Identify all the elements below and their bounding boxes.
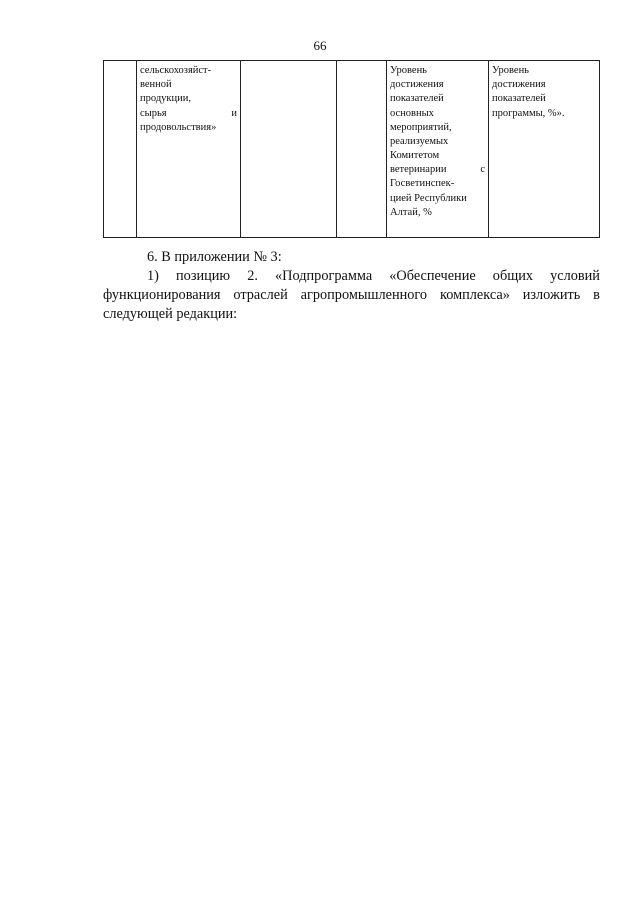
- cell-line: показателей: [390, 93, 444, 105]
- table-row: [104, 61, 600, 238]
- paragraph-line: [103, 267, 600, 286]
- paragraph-line: следующей редакции:: [103, 306, 238, 322]
- continuation-table: [103, 60, 600, 238]
- cell-line: продукции,: [140, 93, 191, 105]
- cell-line: основных: [390, 107, 434, 119]
- table-cell-empty: [337, 61, 387, 238]
- word: комплекса»: [439, 287, 510, 303]
- paragraph-line: [103, 286, 600, 305]
- word: 1): [147, 268, 159, 284]
- cell-line-justified: [390, 163, 485, 177]
- table-cell-indicator-description: [387, 61, 489, 238]
- word: «Подпрограмма: [275, 268, 373, 284]
- table-cell-empty: [241, 61, 337, 238]
- cell-line: венной: [140, 79, 172, 91]
- cell-line: Госветинспек-: [390, 178, 455, 190]
- page-number: 66: [313, 38, 327, 53]
- cell-line: Уровень: [390, 65, 427, 76]
- cell-line: программы, %».: [492, 107, 565, 119]
- word: отраслей: [233, 287, 288, 303]
- word: агропромышленного: [300, 287, 428, 303]
- cell-line: достижения: [390, 79, 444, 91]
- paragraph-appendix-heading: 6. В приложении № 3:: [147, 249, 282, 265]
- word: общих: [492, 268, 534, 284]
- cell-word: с: [480, 164, 485, 176]
- cell-word: и: [231, 107, 237, 119]
- cell-line: Уровень: [492, 65, 529, 76]
- cell-line: Алтай, %: [390, 206, 432, 218]
- table-cell-indicator-name: [137, 61, 241, 238]
- cell-line: достижения: [492, 79, 546, 91]
- word: изложить: [522, 287, 581, 303]
- cell-line: реализуемых: [390, 135, 449, 147]
- word: функционирования: [103, 287, 221, 303]
- word: позицию: [176, 268, 231, 284]
- cell-line: Комитетом: [390, 150, 440, 162]
- table-cell-number: [104, 61, 137, 238]
- word: 2.: [247, 268, 258, 284]
- word: условий: [550, 268, 600, 284]
- table-cell-calculation: [489, 61, 600, 238]
- cell-line: показателей: [492, 93, 546, 105]
- cell-line-justified: [140, 107, 237, 121]
- cell-line: продовольствия»: [140, 121, 217, 133]
- cell-word: сырья: [140, 107, 167, 119]
- word: в: [593, 287, 600, 303]
- cell-line: мероприятий,: [390, 121, 452, 133]
- cell-word: ветеринарии: [390, 164, 447, 176]
- cell-line: сельскохозяйст-: [140, 65, 212, 76]
- cell-line: цией Республики: [390, 192, 467, 204]
- word: «Обеспечение: [389, 268, 476, 284]
